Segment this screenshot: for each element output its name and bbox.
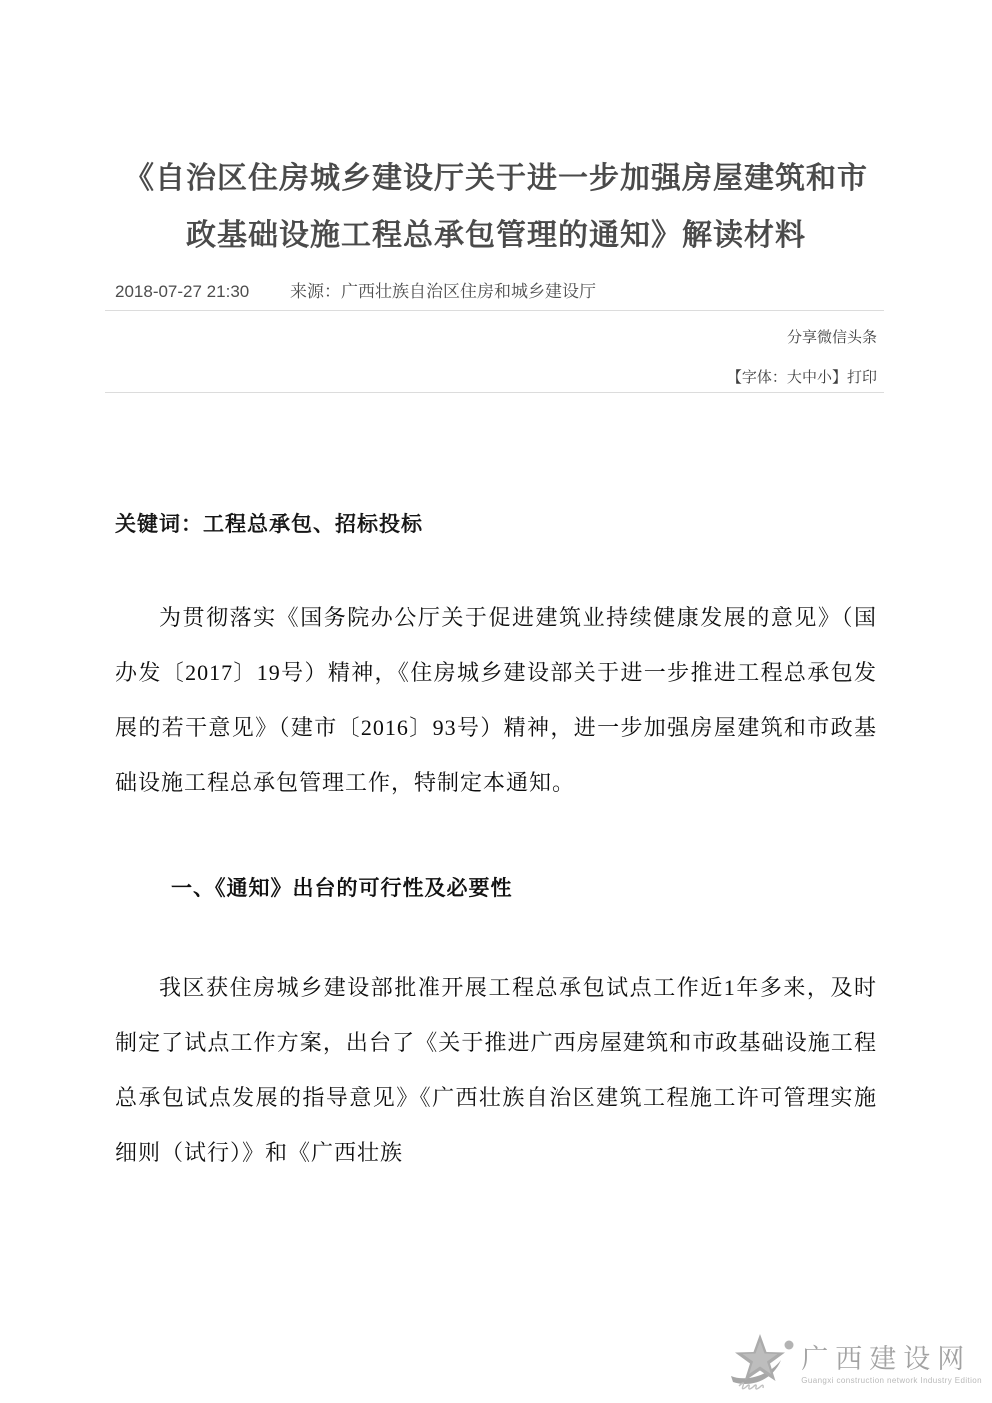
page-title: 《自治区住房城乡建设厅关于进一步加强房屋建筑和市政基础设施工程总承包管理的通知》解读材料 <box>124 162 868 252</box>
share-toolbar <box>115 328 877 347</box>
watermark-tagline: Guangxi construction network Industry Edition <box>801 1376 982 1385</box>
print-button[interactable]: 打印 <box>846 369 877 386</box>
keywords-line <box>115 508 877 538</box>
body-paragraph-1: 为贯彻落实《国务院办公厅关于促进建筑业持续健康发展的意见》（国办发〔2017〕19号）精神，《住房城乡建设部关于进一步推进工程总承包发展的若干意见》（建市〔2016〕93号）精神，进一步加强房屋建筑和市政基础设施工程总承包管理工作，特制定本通知。 <box>115 605 877 795</box>
font-size-label-prefix: 【字体： <box>726 369 787 386</box>
star-logo-icon <box>723 1332 797 1397</box>
font-size-small-button[interactable]: 小 <box>816 369 832 386</box>
body-paragraph-2: 我区获住房城乡建设部批准开展工程总承包试点工作近1年多来，及时制定了试点工作方案，出台了《关于推进广西房屋建筑和市政基础设施工程总承包试点发展的指导意见》《广西壮族自治区建筑工程施工许可管理实施细则（试行）》和《广西壮族 <box>115 975 877 1165</box>
keywords-label: 关键词： <box>115 513 203 536</box>
publish-date: 2018-07-27 21:30 <box>115 282 250 301</box>
section-heading-1: 一、《通知》出台的可行性及必要性 <box>171 877 513 900</box>
site-watermark <box>723 1332 982 1397</box>
logo-script-flourish <box>739 1383 763 1389</box>
article-content <box>0 150 992 1180</box>
font-size-label-suffix: 】 <box>831 369 847 386</box>
watermark-text <box>801 1344 982 1385</box>
source-line <box>290 282 596 301</box>
source-label: 来源： <box>289 282 341 301</box>
source-name: 广西壮族自治区住房和城乡建设厅 <box>340 282 596 301</box>
divider-top <box>105 310 884 311</box>
share-wechat-toutiao-link[interactable]: 分享微信头条 <box>786 329 877 346</box>
font-size-large-button[interactable]: 大 <box>786 369 802 386</box>
watermark-site-name: 广西建设网 <box>801 1344 972 1374</box>
article-meta <box>115 277 877 302</box>
font-print-toolbar <box>115 368 877 387</box>
keywords-value: 工程总承包、招标投标 <box>203 513 423 536</box>
divider-toolbar <box>105 392 884 393</box>
font-size-medium-button[interactable]: 中 <box>801 369 817 386</box>
